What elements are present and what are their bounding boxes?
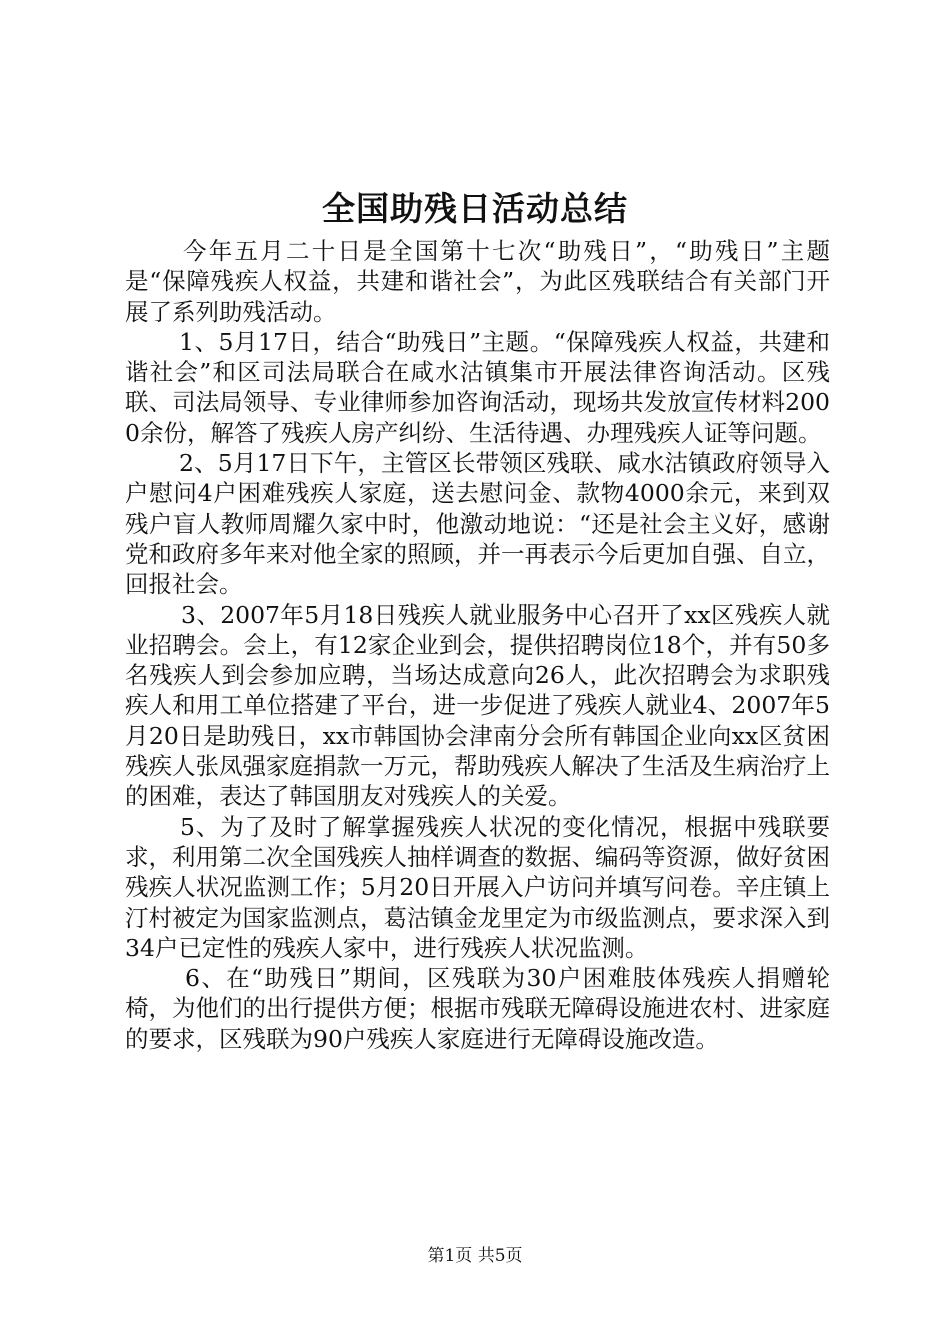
document-body xyxy=(125,236,830,1054)
paragraph-item-3-4: 3、2007年5月18日残疾人就业服务中心召开了xx区残疾人就业招聘会。会上，有12家企业到会，提供招聘岗位18个，并有50多名残疾人到会参加应聘，当场达成意向26人，此次招聘会为求职残疾人和用工单位搭建了平台，进一步促进了残疾人就业4、2007年5月20日是助残日，xx市韩国协会津南分会所有韩国企业向xx区贫困残疾人张凤强家庭捐款一万元，帮助残疾人解决了生活及生病治疗上的困难，表达了韩国朋友对残疾人的关爱。 xyxy=(125,600,830,811)
paragraph-item-6: 6、在“助残日”期间，区残联为30户困难肢体残疾人捐赠轮椅，为他们的出行提供方便；根据市残联无障碍设施进农村、进家庭的要求，区残联为90户残疾人家庭进行无障碍设施改造。 xyxy=(125,964,830,1053)
paragraph-intro: 今年五月二十日是全国第十七次“助残日”，“助残日”主题是“保障残疾人权益，共建和谐社会”，为此区残联结合有关部门开展了系列助残活动。 xyxy=(125,237,830,326)
paragraph-item-2: 2、5月17日下午，主管区长带领区残联、咸水沽镇政府领导入户慰问4户困难残疾人家庭，送去慰问金、款物4000余元，来到双残户盲人教师周耀久家中时，他激动地说：“还是社会主义好，感谢党和政府多年来对他全家的照顾，并一再表示今后更加自强、自立，回报社会。 xyxy=(125,449,830,599)
page-number: 第1页 共5页 xyxy=(427,1246,523,1266)
document-title: 全国助残日活动总结 xyxy=(322,189,628,228)
paragraph-item-1: 1、5月17日，结合“助残日”主题。“保障残疾人权益，共建和谐社会”和区司法局联合在咸水沽镇集市开展法律咨询活动。区残联、司法局领导、专业律师参加咨询活动，现场共发放宣传材料2000余份，解答了残疾人房产纠纷、生活待遇、办理残疾人证等问题。 xyxy=(125,327,830,447)
paragraph-item-5: 5、为了及时了解掌握残疾人状况的变化情况，根据中残联要求，利用第二次全国残疾人抽样调查的数据、编码等资源，做好贫困残疾人状况监测工作；5月20日开展入户访问并填写问卷。辛庄镇上汀村被定为国家监测点，葛沽镇金龙里定为市级监测点，要求深入到34户已定性的残疾人家中，进行残疾人状况监测。 xyxy=(125,812,830,962)
